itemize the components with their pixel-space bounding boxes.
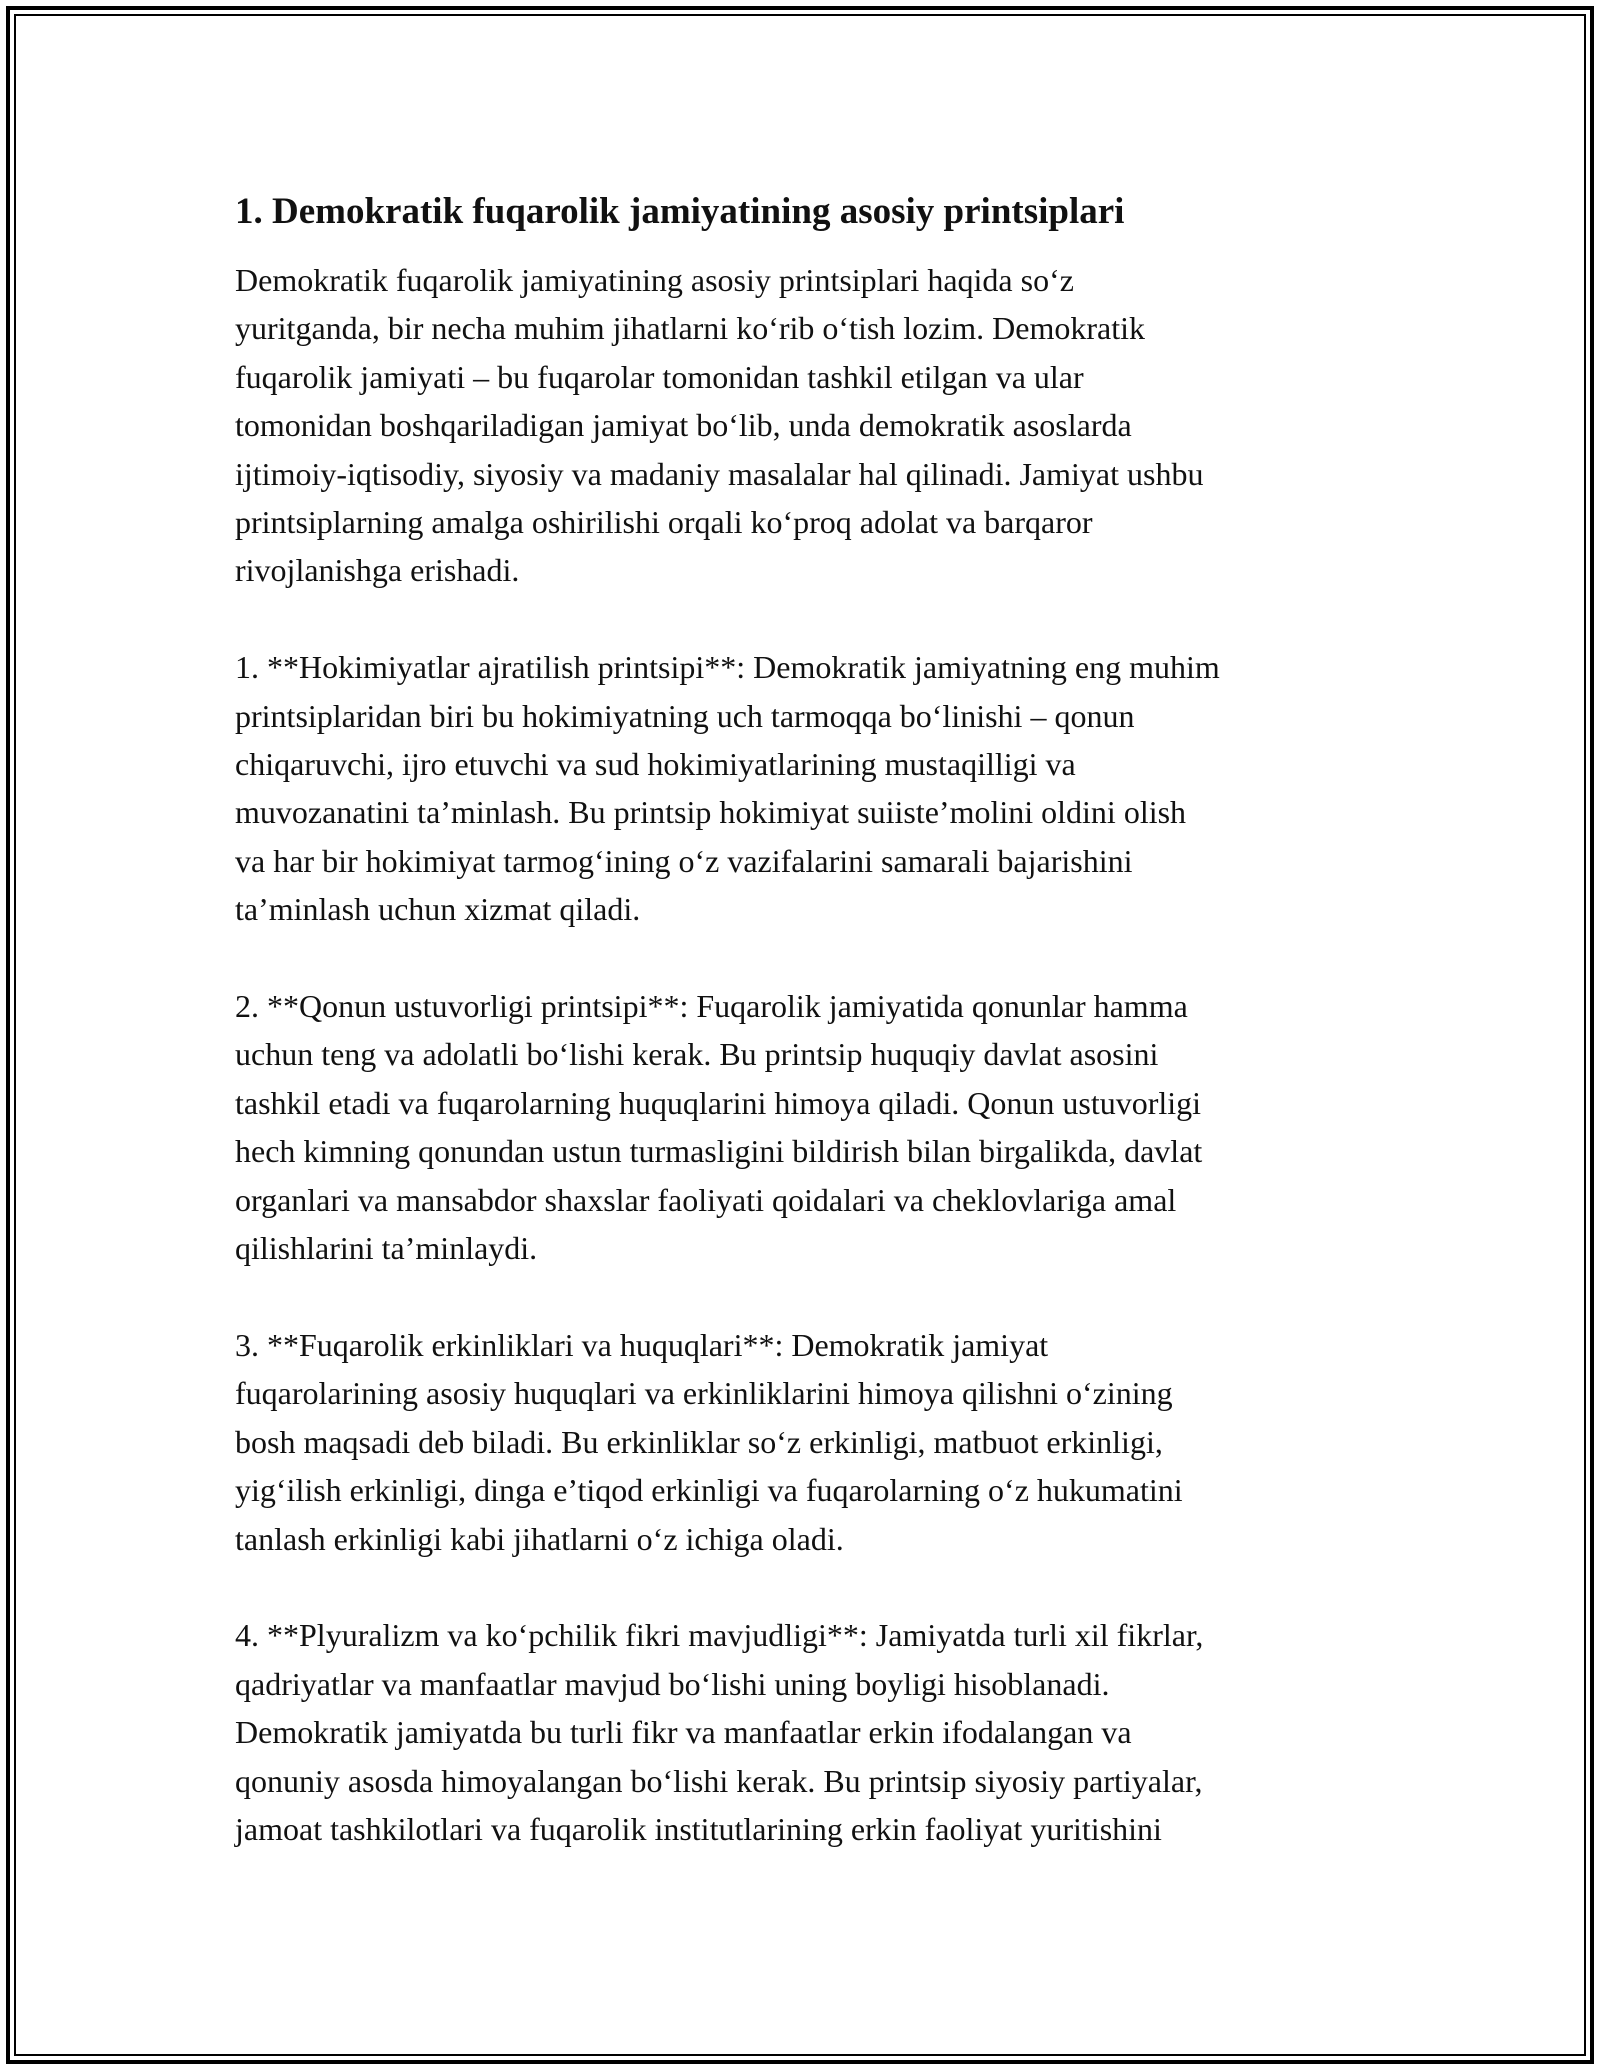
text-line: yig‘ilish erkinligi, dinga e’tiqod erkinligi va fuqarolarning o‘z hukumatini xyxy=(235,1472,1183,1509)
text-line: jamoat tashkilotlari va fuqarolik institutlarining erkin faoliyat yuritishini xyxy=(235,1810,1162,1847)
text-line: 2. **Qonun ustuvorligi printsipi**: Fuqarolik jamiyatida qonunlar hamma xyxy=(235,988,1188,1025)
text-line: Demokratik fuqarolik jamiyatining asosiy printsiplari haqida so‘z xyxy=(235,262,1074,298)
text-line: fuqarolarining asosiy huquqlari va erkinliklarini himoya qilishni o‘zining xyxy=(235,1375,1173,1412)
text-line: hech kimning qonundan ustun turmasligini bildirish bilan birgalikda, davlat xyxy=(235,1133,1203,1170)
text-line: printsiplaridan biri bu hokimiyatning uch tarmoqqa bo‘linishi – qonun xyxy=(235,697,1135,734)
principle-paragraph-1 xyxy=(235,643,1375,933)
text-line: va har bir hokimiyat tarmog‘ining o‘z vazifalarini samarali bajarishini xyxy=(235,842,1133,879)
text-line: organlari va mansabdor shaxslar faoliyati qoidalari va cheklovlariga amal xyxy=(235,1181,1177,1218)
text-line: qadriyatlar va manfaatlar mavjud bo‘lishi uning boyligi hisoblanadi. xyxy=(235,1665,1110,1702)
text-line: tanlash erkinligi kabi jihatlarni o‘z ichiga oladi. xyxy=(235,1520,844,1557)
principle-paragraph-2 xyxy=(235,982,1375,1272)
text-line: 4. **Plyuralizm va ko‘pchilik fikri mavjudligi**: Jamiyatda turli xil fikrlar, xyxy=(235,1617,1204,1654)
document-body xyxy=(235,188,1375,1902)
text-line: muvozanatini ta’minlash. Bu printsip hokimiyat suiiste’molini oldini olish xyxy=(235,794,1187,831)
principle-paragraph-4 xyxy=(235,1611,1375,1853)
text-line: ijtimoiy-iqtisodiy, siyosiy va madaniy masalalar hal qilinadi. Jamiyat ushbu xyxy=(235,455,1204,492)
text-line: 3. **Fuqarolik erkinliklari va huquqlari**: Demokratik jamiyat xyxy=(235,1326,1049,1363)
text-line: tomonidan boshqariladigan jamiyat bo‘lib, unda demokratik asoslarda xyxy=(235,407,1132,444)
text-line: rivojlanishga erishadi. xyxy=(235,552,520,589)
text-line: qilishlarini ta’minlaydi. xyxy=(235,1230,538,1267)
principle-paragraph-3 xyxy=(235,1321,1375,1563)
text-line: tashkil etadi va fuqarolarning huquqlarini himoya qiladi. Qonun ustuvorligi xyxy=(235,1084,1202,1121)
text-line: qonuniy asosda himoyalangan bo‘lishi kerak. Bu printsip siyosiy partiyalar, xyxy=(235,1762,1203,1799)
text-line: fuqarolik jamiyati – bu fuqarolar tomonidan tashkil etilgan va ular xyxy=(235,358,1084,395)
text-line: Demokratik jamiyatda bu turli fikr va manfaatlar erkin ifodalangan va xyxy=(235,1714,1132,1751)
text-line: ta’minlash uchun xizmat qiladi. xyxy=(235,891,641,928)
text-line: 1. **Hokimiyatlar ajratilish printsipi**: Demokratik jamiyatning eng muhim xyxy=(235,649,1220,686)
intro-paragraph xyxy=(235,256,1375,595)
text-line: printsiplarning amalga oshirilishi orqali ko‘proq adolat va barqaror xyxy=(235,504,1093,541)
text-line: bosh maqsadi deb biladi. Bu erkinliklar so‘z erkinligi, matbuot erkinligi, xyxy=(235,1423,1163,1460)
text-line: uchun teng va adolatli bo‘lishi kerak. Bu printsip huquqiy davlat asosini xyxy=(235,1036,1159,1073)
section-heading: 1. Demokratik fuqarolik jamiyatining asosiy printsiplari xyxy=(235,191,1125,232)
text-line: chiqaruvchi, ijro etuvchi va sud hokimiyatlarining mustaqilligi va xyxy=(235,746,1076,783)
text-line: yuritganda, bir necha muhim jihatlarni ko‘rib o‘tish lozim. Demokratik xyxy=(235,310,1145,347)
